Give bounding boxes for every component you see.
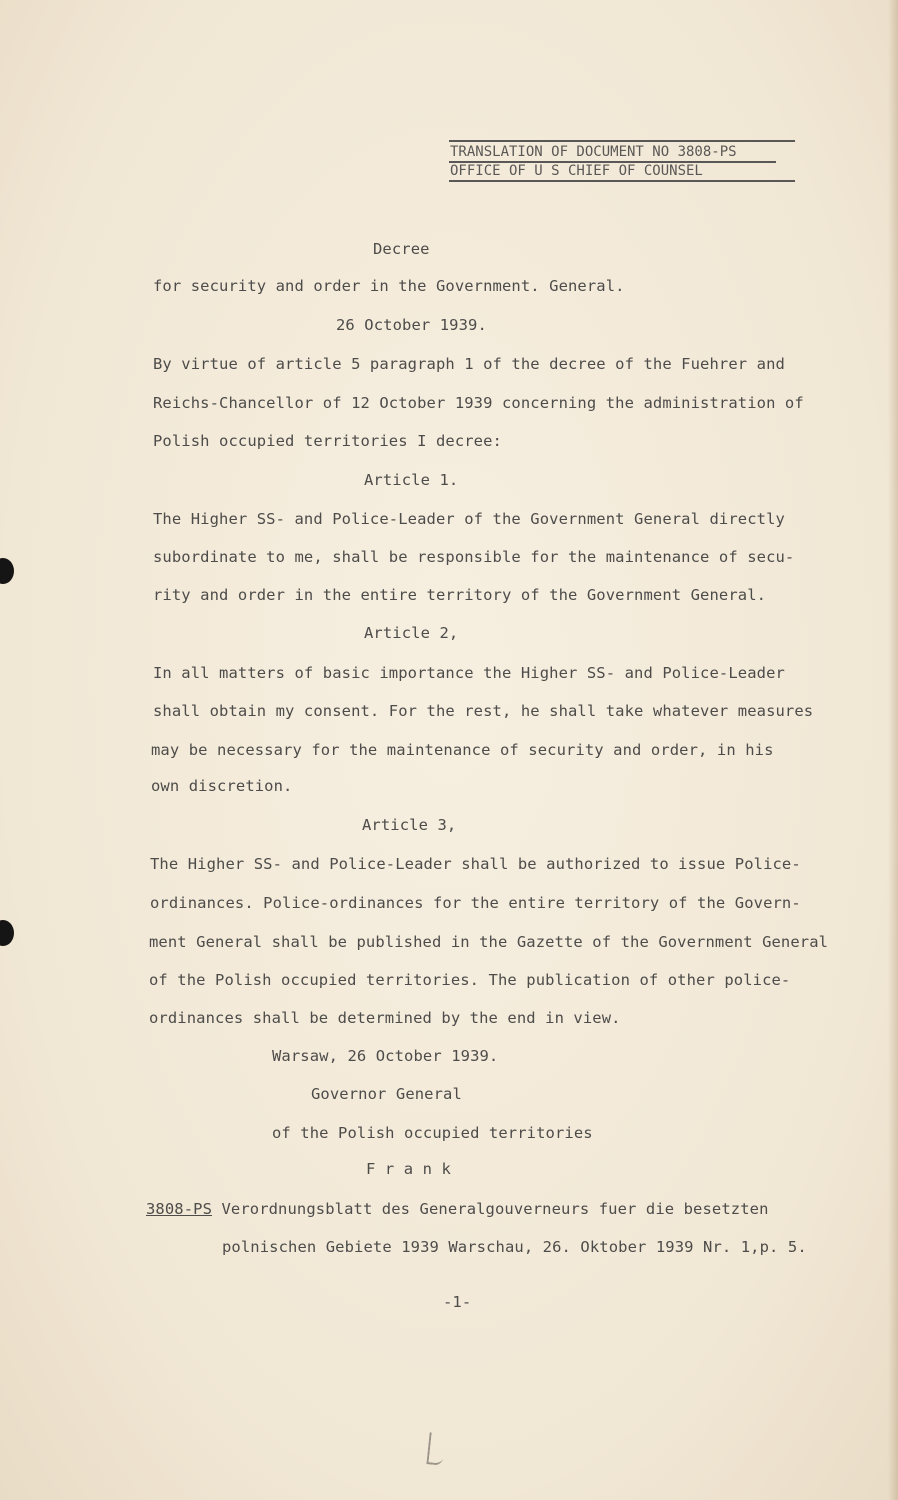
- page-number: -1-: [443, 1293, 472, 1311]
- header-line-1: TRANSLATION OF DOCUMENT NO 3808-PS: [450, 144, 737, 160]
- article-3-line: ordinances. Police-ordinances for the entire territory of the Govern-: [150, 894, 801, 912]
- decree-date: 26 October 1939.: [336, 316, 487, 334]
- article-2-heading: Article 2,: [364, 624, 459, 642]
- decree-title: Decree: [373, 240, 430, 258]
- header-line-2: OFFICE OF U S CHIEF OF COUNSEL: [450, 163, 703, 179]
- source-reference-text: Verordnungsblatt des Generalgouverneurs fuer die besetzten: [212, 1200, 769, 1218]
- article-2-line: own discretion.: [151, 777, 293, 795]
- punch-hole-upper: [0, 558, 14, 584]
- preamble-line: Reichs-Chancellor of 12 October 1939 concerning the administration of: [153, 394, 804, 412]
- article-3-line: The Higher SS- and Police-Leader shall be authorized to issue Police-: [150, 855, 801, 873]
- preamble-line: By virtue of article 5 paragraph 1 of the decree of the Fuehrer and: [153, 355, 785, 373]
- header-top-rule: [449, 140, 795, 142]
- article-3-heading: Article 3,: [362, 816, 457, 834]
- source-reference: [146, 1200, 769, 1218]
- header-bottom-rule: [449, 180, 795, 182]
- article-1-heading: Article 1.: [364, 471, 459, 489]
- article-1-line: subordinate to me, shall be responsible for the maintenance of secu-: [153, 548, 795, 566]
- article-1-line: rity and order in the entire territory of the Government General.: [153, 586, 767, 604]
- signature-name: F r a n k: [366, 1160, 451, 1178]
- article-2-line: In all matters of basic importance the Higher SS- and Police-Leader: [153, 664, 785, 682]
- document-number: 3808-PS: [146, 1200, 213, 1218]
- preamble-line: Polish occupied territories I decree:: [153, 432, 502, 450]
- place-date: Warsaw, 26 October 1939.: [272, 1047, 499, 1065]
- governor-title: Governor General: [311, 1085, 462, 1103]
- article-3-line: of the Polish occupied territories. The publication of other police-: [149, 971, 791, 989]
- source-reference-line-2: polnischen Gebiete 1939 Warschau, 26. Oktober 1939 Nr. 1,p. 5.: [222, 1238, 807, 1256]
- governor-territory: of the Polish occupied territories: [272, 1124, 593, 1142]
- article-1-line: The Higher SS- and Police-Leader of the Government General directly: [153, 510, 785, 528]
- pencil-mark-icon: [426, 1432, 445, 1465]
- decree-subtitle: for security and order in the Government. General.: [153, 277, 625, 295]
- page-edge-shadow: [888, 0, 898, 1500]
- article-2-line: may be necessary for the maintenance of security and order, in his: [151, 741, 774, 759]
- article-3-line: ment General shall be published in the Gazette of the Government General: [149, 933, 829, 951]
- article-3-line: ordinances shall be determined by the end in view.: [149, 1009, 621, 1027]
- punch-hole-lower: [0, 920, 14, 946]
- article-2-line: shall obtain my consent. For the rest, he shall take whatever measures: [153, 702, 814, 720]
